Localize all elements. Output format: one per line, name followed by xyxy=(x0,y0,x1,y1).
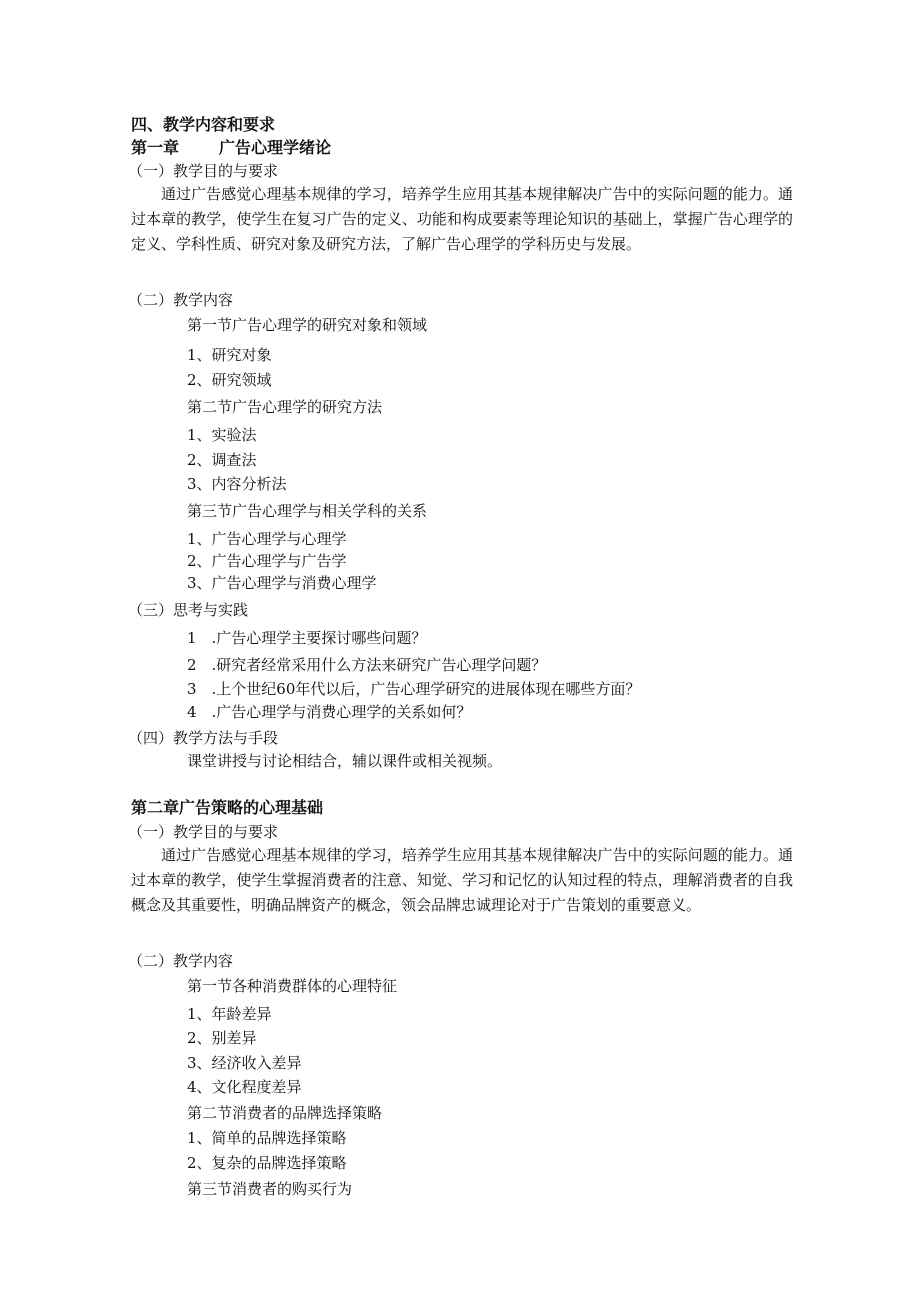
list-item: 1、广告心理学与心理学 xyxy=(187,530,347,548)
ch1-section-2: 第二节广告心理学的研究方法 xyxy=(187,398,383,416)
list-item: 3、经济收入差异 xyxy=(187,1054,302,1072)
list-item: 3、内容分析法 xyxy=(187,475,287,493)
question-item: 2 .研究者经常采用什么方法来研究广告心理学问题？ xyxy=(187,656,547,674)
ch2-goal-paragraph: 通过广告感觉心理基本规律的学习，培养学生应用其基本规律解决广告中的实际问题的能力。通过本章的教学，使学生掌握消费者的注意、知觉、学习和记忆的认知过程的特点，理解消费者的自我概念及其重要性，明确品牌资产的概念，领会品牌忠诚理论对于广告策划的重要意义。 xyxy=(131,846,793,914)
list-item: 1、简单的品牌选择策略 xyxy=(187,1129,347,1147)
ch2-section-3: 第三节消费者的购买行为 xyxy=(187,1180,353,1198)
list-item: 4、文化程度差异 xyxy=(187,1078,302,1096)
ch2-section-1: 第一节各种消费群体的心理特征 xyxy=(187,977,398,995)
chapter1-title: 广告心理学绪论 xyxy=(219,138,332,157)
ch1-section-3: 第三节广告心理学与相关学科的关系 xyxy=(187,502,428,520)
chapter1-label: 第一章 xyxy=(131,138,180,157)
ch2-goal-heading: （一）教学目的与要求 xyxy=(128,823,279,841)
ch2-content-heading: （二）教学内容 xyxy=(128,952,234,970)
list-item: 2、研究领域 xyxy=(187,371,272,389)
list-item: 1、年龄差异 xyxy=(187,1005,272,1023)
ch1-goal-heading: （一）教学目的与要求 xyxy=(128,162,279,180)
question-item: 1 .广告心理学主要探讨哪些问题？ xyxy=(187,629,427,647)
list-item: 2、广告心理学与广告学 xyxy=(187,552,347,570)
ch1-method-text: 课堂讲授与讨论相结合，辅以课件或相关视频。 xyxy=(187,752,503,770)
chapter1-heading xyxy=(131,139,331,157)
ch1-content-heading: （二）教学内容 xyxy=(128,291,234,309)
list-item: 2、调查法 xyxy=(187,451,257,469)
list-item: 3、广告心理学与消费心理学 xyxy=(187,574,377,592)
question-item: 3 .上个世纪60年代以后，广告心理学研究的进展体现在哪些方面？ xyxy=(187,680,641,698)
question-item: 4 .广告心理学与消费心理学的关系如何？ xyxy=(187,703,472,721)
ch1-think-heading: （三）思考与实践 xyxy=(128,601,249,619)
ch1-goal-paragraph: 通过广告感觉心理基本规律的学习，培养学生应用其基本规律解决广告中的实际问题的能力。通过本章的教学，使学生在复习广告的定义、功能和构成要素等理论知识的基础上，掌握广告心理学的定义、学科性质、研究对象及研究方法，了解广告心理学的学科历史与发展。 xyxy=(131,185,793,253)
list-item: 1、研究对象 xyxy=(187,346,272,364)
chapter2-heading: 第二章广告策略的心理基础 xyxy=(131,798,324,817)
ch1-method-heading: （四）教学方法与手段 xyxy=(128,729,279,747)
list-item: 2、复杂的品牌选择策略 xyxy=(187,1154,347,1172)
ch1-section-1: 第一节广告心理学的研究对象和领域 xyxy=(187,316,428,334)
section-heading: 四、教学内容和要求 xyxy=(131,115,276,134)
list-item: 2、别差异 xyxy=(187,1029,257,1047)
list-item: 1、实验法 xyxy=(187,426,257,444)
ch2-section-2: 第二节消费者的品牌选择策略 xyxy=(187,1104,383,1122)
